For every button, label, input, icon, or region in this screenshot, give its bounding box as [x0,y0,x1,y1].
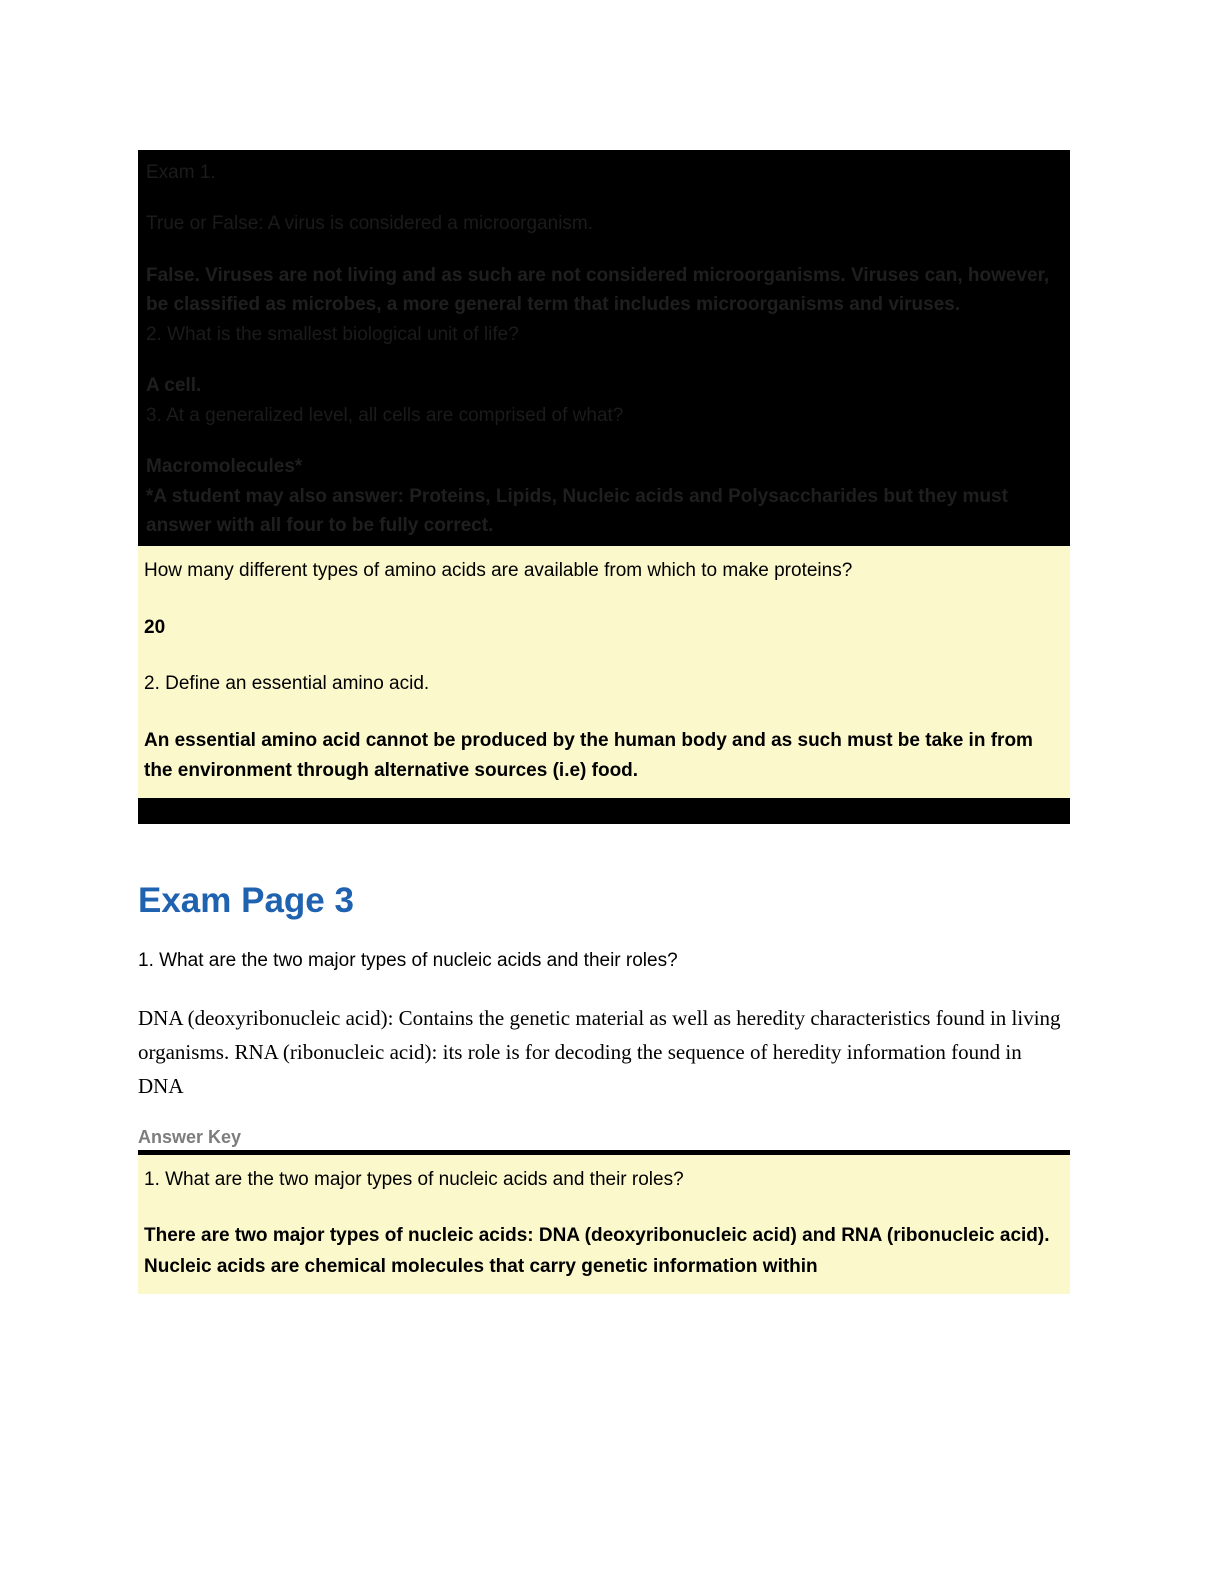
redacted-line-question-3: 3. At a generalized level, all cells are comprised of what? [146,404,624,426]
redacted-line-answer-3: Macromolecules* [146,456,303,478]
redacted-line-title: Exam 1. [146,162,216,183]
amino-acid-answer-2: An essential amino acid cannot be produced by the human body and as such must be take in from the environment through alternative sources (i.e) food. [144,729,1033,781]
answer-key-question-1: 1. What are the two major types of nucleic acids and their roles? [144,1168,684,1190]
amino-acid-question-2: 2. Define an essential amino acid. [144,673,430,695]
redacted-block [138,150,1070,546]
black-separator-bar [138,798,1070,824]
redacted-line-answer-1: False. Viruses are not living and as such are not considered microorganisms. Viruses can, however, be classified as microbes, a more general term that includes microorganisms and viruses. [146,264,1050,316]
answer-1: DNA (deoxyribonucleic acid): Contains the genetic material as well as heredity characteristics found in living organisms. RNA (ribonucleic acid): its role is for decoding the sequence of heredity information found in DNA [138,1005,1061,1098]
spacer [138,922,1070,946]
redacted-line-answer-3-note: *A student may also answer: Proteins, Lipids, Nucleic acids and Polysaccharides but they must answer with all four to be fully correct. [146,485,1008,536]
question-1: 1. What are the two major types of nucleic acids and their roles? [138,950,678,972]
amino-acid-answer-1: 20 [144,616,166,638]
page-title: Exam Page 3 [138,881,354,921]
document-content [138,150,1070,1294]
spacer [138,1103,1070,1127]
answer-key-answer-1: There are two major types of nucleic acids: DNA (deoxyribonucleic acid) and RNA (ribonucleic acid). Nucleic acids are chemical molecules that carry genetic information within [144,1225,1050,1277]
highlight-block-amino-acids [138,546,1070,798]
highlight-block-answer-key [138,1155,1070,1294]
answer-key-label: Answer Key [138,1126,242,1147]
redacted-line-question-2: 2. What is the smallest biological unit of life? [146,323,519,345]
spacer [138,824,1070,880]
redacted-line-question-1: True or False: A virus is considered a microorganism. [146,213,594,235]
amino-acid-question-1: How many different types of amino acids are available from which to make proteins? [144,560,853,582]
redacted-line-answer-2: A cell. [146,375,202,397]
spacer [138,977,1070,1001]
